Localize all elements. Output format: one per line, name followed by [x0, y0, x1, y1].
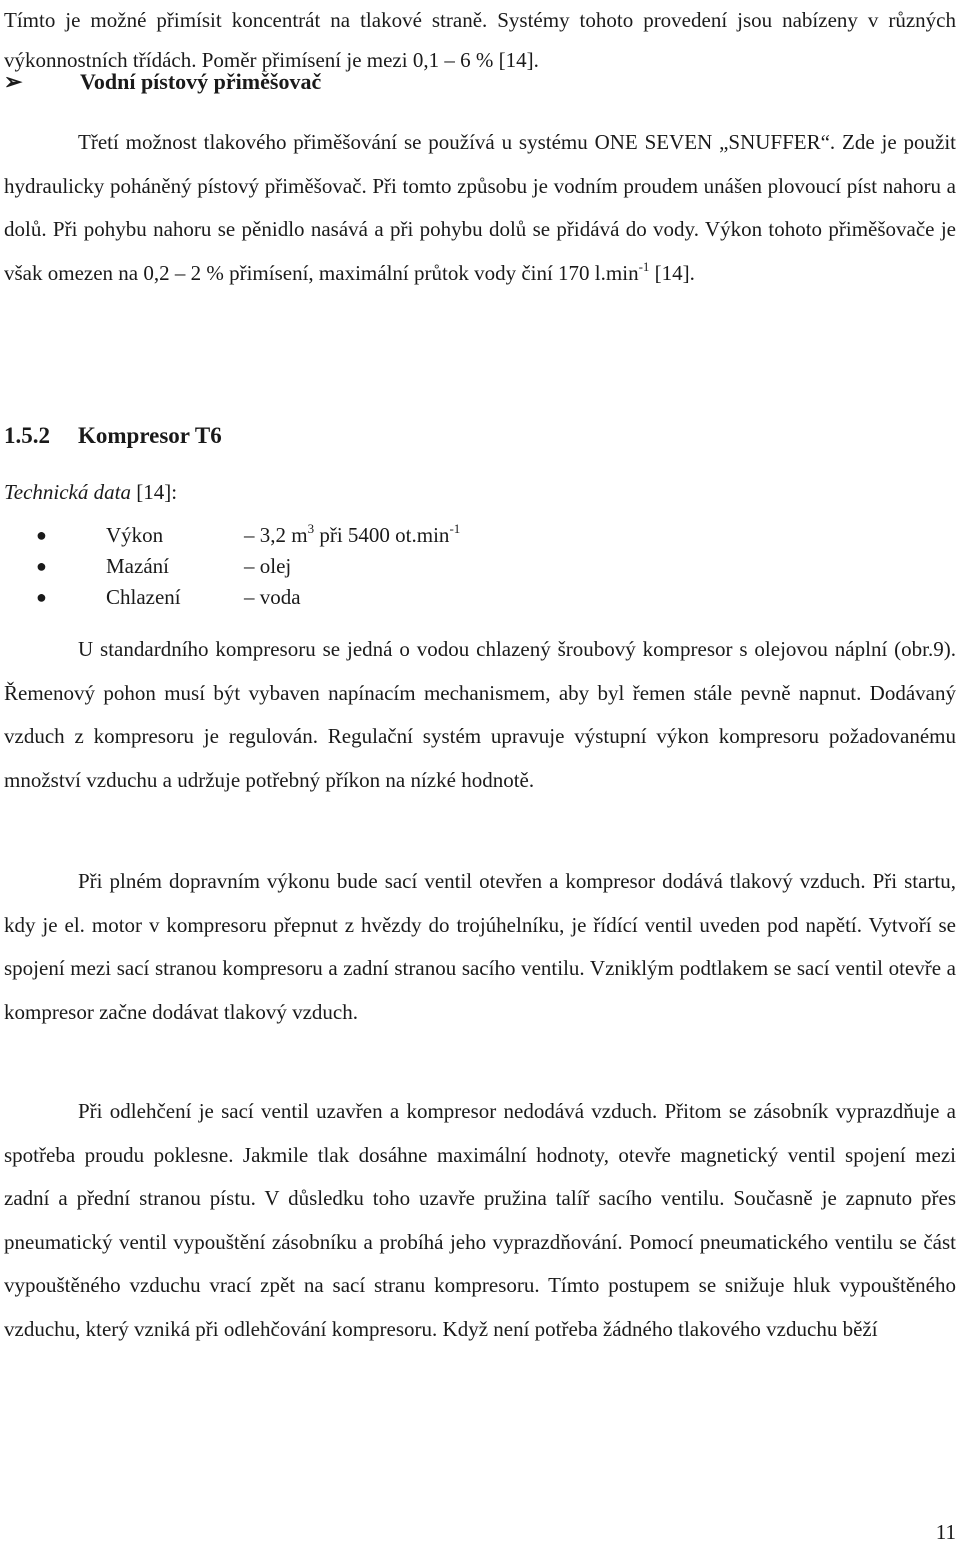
tech-item-value: – voda [244, 585, 301, 609]
bullet-dot-icon: ● [36, 587, 47, 607]
tech-data-ref: [14]: [130, 480, 178, 504]
tech-data-title [4, 470, 177, 514]
tech-item-name: Výkon [106, 523, 164, 547]
bullet-heading-text: Vodní pístový přiměšovač [80, 69, 322, 94]
piston-paragraph-main: Třetí možnost tlakového přiměšování se používá u systému ONE SEVEN „SNUFFER“. Zde je použit hydraulicky poháněný pístový přiměšovač. Při tomto způsobu je vodním proudem unášen plovoucí píst nahoru a dolů. Při pohybu nahoru se pěnidlo nasává a při pohybu dolů se přidává do vody. Výkon tohoto přiměšovače je však omezen na 0,2 – 2 % přimísení, maximální průtok vody činí 170 l.min [4, 130, 956, 285]
tech-item-value2: při 5400 ot.min [314, 523, 450, 547]
unload-block [0, 1090, 960, 1351]
full-power-paragraph: Při plném dopravním výkonu bude sací ventil otevřen a kompresor dodává tlakový vzduch. Při startu, kdy je el. motor v kompresoru přepnut z hvězdy do trojúhelníku, je řídící ventil uveden pod napětí. Vytvoří se spojení mezi sací stranou kompresoru a zadní stranou sacího ventilu. Vzniklým podtlakem se sací ventil otevře a kompresor začne dodávat tlakový vzduch. [4, 869, 956, 1024]
section-number: 1.5.2 [4, 423, 50, 448]
piston-paragraph-sup: -1 [638, 258, 650, 274]
bullet-heading [4, 62, 944, 102]
full-power-block [0, 860, 960, 1034]
tech-data-list [36, 520, 460, 613]
compressor-block [0, 628, 960, 802]
compressor-paragraph: U standardního kompresoru se jedná o vodou chlazený šroubový kompresor s olejovou náplní (obr.9). Řemenový pohon musí být vybaven napínacím mechanismem, aby byl řemen stále pevně napnut. Dodávaný vzduch z kompresoru je regulován. Regulační systém upravuje výstupní výkon kompresoru požadovanému množství vzduchu a udržuje potřebný příkon na nízké hodnotě. [4, 637, 956, 792]
tech-item-value: – 3,2 m [244, 523, 308, 547]
list-item [36, 520, 460, 551]
tech-item-value: – olej [244, 554, 292, 578]
arrow-bullet-icon: ➢ [4, 69, 23, 94]
list-item [36, 582, 460, 613]
tech-item-name: Chlazení [106, 585, 181, 609]
unload-paragraph: Při odlehčení je sací ventil uzavřen a kompresor nedodává vzduch. Přitom se zásobník vyprazdňuje a spotřeba proudu poklesne. Jakmile tlak dosáhne maximální hodnoty, otevře magnetický ventil spojení mezi zadní a přední stranou pístu. V důsledku toho uzavře pružina talíř sacího ventilu. Současně je zapnuto přes pneumatický ventil vypouštění zásobníku a probíhá jeho vyprazdňování. Pomocí pneumatického ventilu se část vypouštěného vzduchu vrací zpět na sací stranu kompresoru. Tímto postupem se snižuje hluk vypouštěného vzduchu, který vzniká při odlehčování kompresoru. Když není potřeba žádného tlakového vzduchu běží [4, 1099, 956, 1341]
tech-item-sup2: -1 [449, 521, 461, 536]
tech-item-name: Mazání [106, 554, 169, 578]
piston-paragraph-tail: [14]. [649, 260, 695, 285]
tech-item-sup: 3 [307, 521, 315, 536]
list-item [36, 551, 460, 582]
bullet-dot-icon: ● [36, 525, 47, 545]
piston-paragraph [0, 121, 960, 295]
page-number: 11 [935, 1520, 956, 1544]
tech-data-label: Technická data [4, 480, 131, 504]
section-title: Kompresor T6 [78, 423, 222, 448]
piston-block [0, 121, 960, 295]
intro-paragraph: Tímto je možné přimísit koncentrát na tlakové straně. Systémy tohoto provedení jsou nabízeny v různých výkonnostních třídách. Poměr přimísení je mezi 0,1 – 6 % [14]. [4, 8, 956, 72]
bullet-dot-icon: ● [36, 556, 47, 576]
section-heading [4, 414, 222, 458]
